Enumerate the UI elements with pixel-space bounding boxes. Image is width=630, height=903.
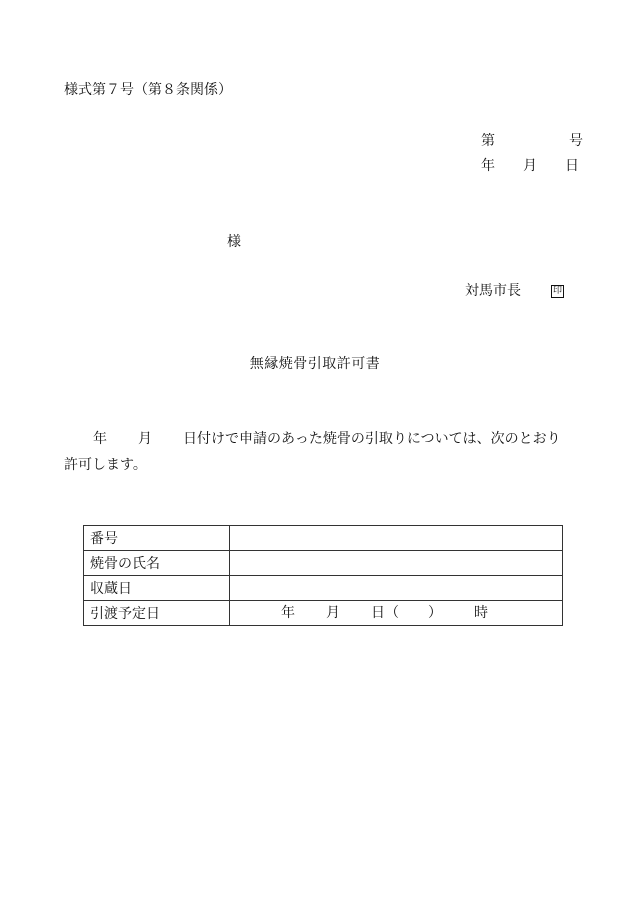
- document-number-line: [481, 134, 583, 148]
- row-value-number: [230, 526, 563, 551]
- handover-month: 月: [326, 605, 340, 621]
- table-row: [84, 526, 563, 551]
- body-year: 年: [93, 431, 107, 447]
- date-month: 月: [523, 158, 537, 174]
- handover-paren-close: ）: [428, 605, 442, 621]
- handover-year: 年: [281, 605, 295, 621]
- number-suffix: 号: [569, 133, 583, 149]
- form-number: 様式第７号（第８条関係）: [64, 82, 232, 98]
- date-year: 年: [481, 158, 495, 174]
- row-label-storage-date: 収蔵日: [84, 576, 230, 601]
- seal-mark: 印: [552, 285, 562, 296]
- details-table: [83, 525, 563, 626]
- handover-day: 日（: [371, 605, 399, 621]
- row-value-storage-date: [230, 576, 563, 601]
- row-label-number: 番号: [84, 526, 230, 551]
- issuer-name: 対馬市長: [465, 283, 521, 299]
- row-label-name: 焼骨の氏名: [84, 551, 230, 576]
- body-text: 日付けで申請のあった焼骨の引取りについては、次のとおり: [183, 431, 561, 447]
- document-title: 無縁焼骨引取許可書: [249, 356, 381, 372]
- table-row: [84, 551, 563, 576]
- body-text-line-2: 許可します。: [64, 457, 147, 473]
- document-date-line: [481, 159, 579, 173]
- issuer-line: [465, 284, 564, 298]
- table-row: [84, 601, 563, 626]
- table-row: [84, 576, 563, 601]
- number-prefix: 第: [481, 133, 495, 149]
- handover-hour: 時: [474, 605, 488, 621]
- row-value-handover-date: [230, 601, 563, 626]
- body-month: 月: [138, 431, 152, 447]
- row-label-handover-date: 引渡予定日: [84, 601, 230, 626]
- date-day: 日: [565, 158, 579, 174]
- row-value-name: [230, 551, 563, 576]
- addressee-honorific: 様: [227, 234, 241, 250]
